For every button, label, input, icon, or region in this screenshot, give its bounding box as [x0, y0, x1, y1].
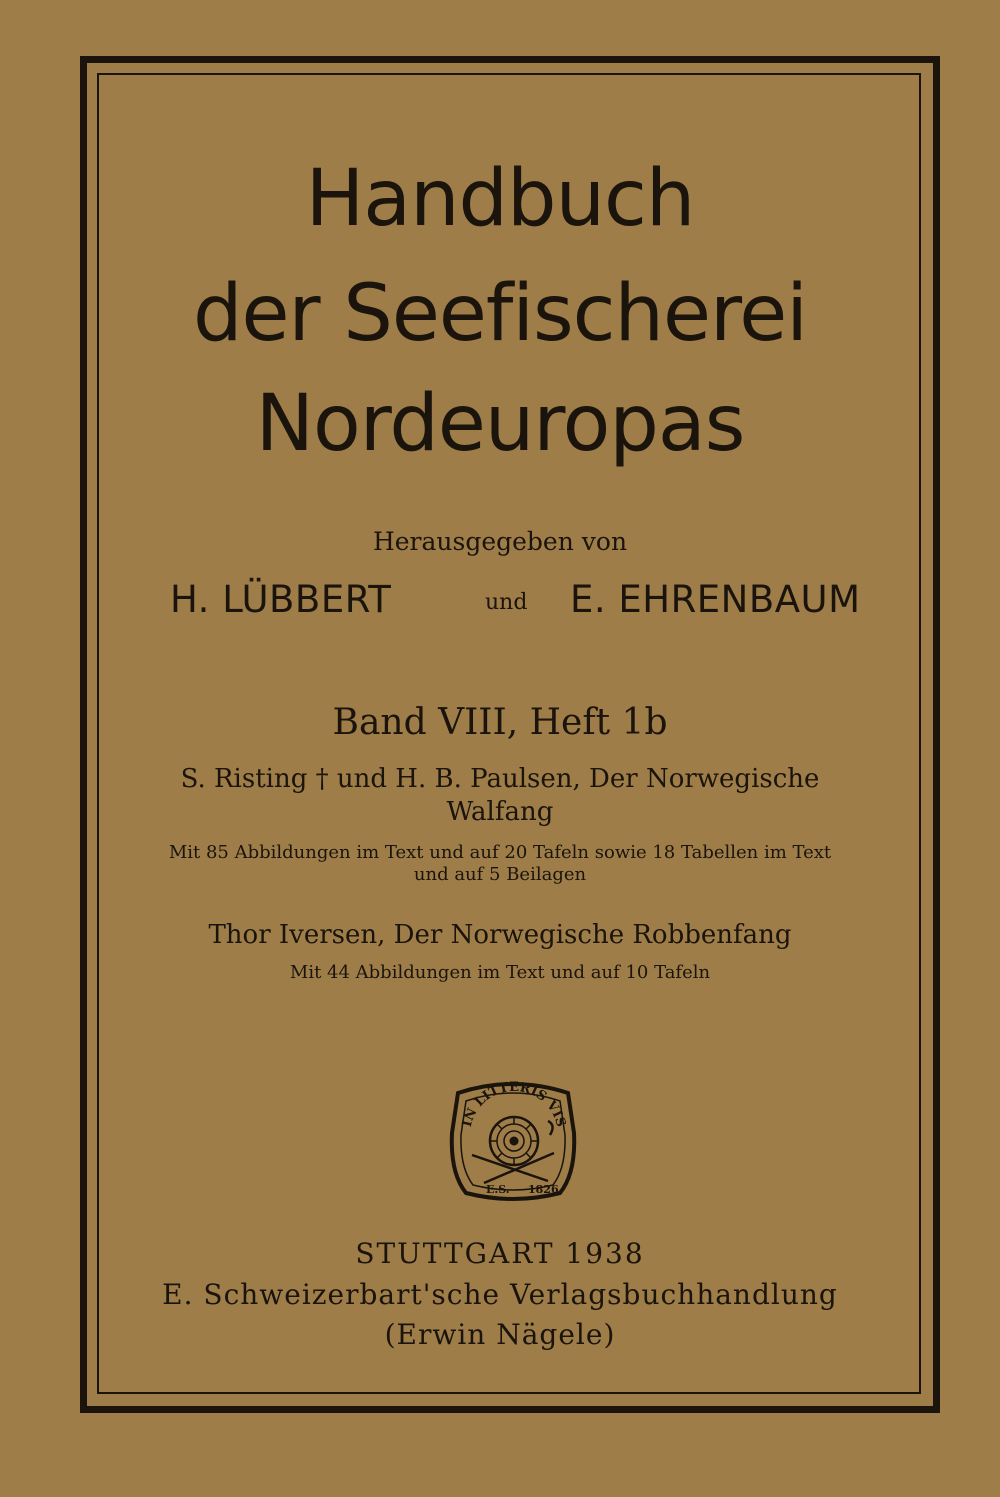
- seal-year: 1826: [528, 1183, 559, 1196]
- work-2-note: Mit 44 Abbildungen im Text und auf 10 Tafeln: [289, 962, 711, 983]
- ammonite-icon: [490, 1117, 538, 1165]
- editor-1: H. LÜBBERT: [170, 578, 392, 621]
- title-line-3: Nordeuropas: [255, 379, 745, 469]
- work-1-title: S. Risting † und H. B. Paulsen, Der Norwegische: [180, 764, 820, 794]
- editor-conjunction: und: [485, 590, 528, 615]
- editors-intro: Herausgegeben von: [372, 527, 628, 556]
- title-line-1: Handbuch: [305, 154, 695, 244]
- title-line-2: der Seefischerei: [193, 269, 807, 359]
- publisher-seal: [448, 1073, 578, 1203]
- place-year: STUTTGART 1938: [355, 1237, 645, 1270]
- work-1-note-cont: und auf 5 Beilagen: [413, 864, 587, 885]
- work-1-title-cont: Walfang: [446, 797, 554, 827]
- work-2-title: Thor Iversen, Der Norwegische Robbenfang: [208, 920, 792, 950]
- work-1-note: Mit 85 Abbildungen im Text und auf 20 Tafeln sowie 18 Tabellen im Text: [168, 842, 832, 863]
- volume-heading: Band VIII, Heft 1b: [332, 702, 668, 743]
- editor-2: E. EHRENBAUM: [570, 578, 861, 621]
- publisher-name: E. Schweizerbart'sche Verlagsbuchhandlung: [162, 1278, 838, 1311]
- editors-row: [0, 578, 1000, 622]
- seal-initials: E.S.: [486, 1183, 510, 1196]
- seal-motto: IN LITTERIS VIS: [459, 1079, 569, 1129]
- publisher-owner: (Erwin Nägele): [384, 1318, 616, 1351]
